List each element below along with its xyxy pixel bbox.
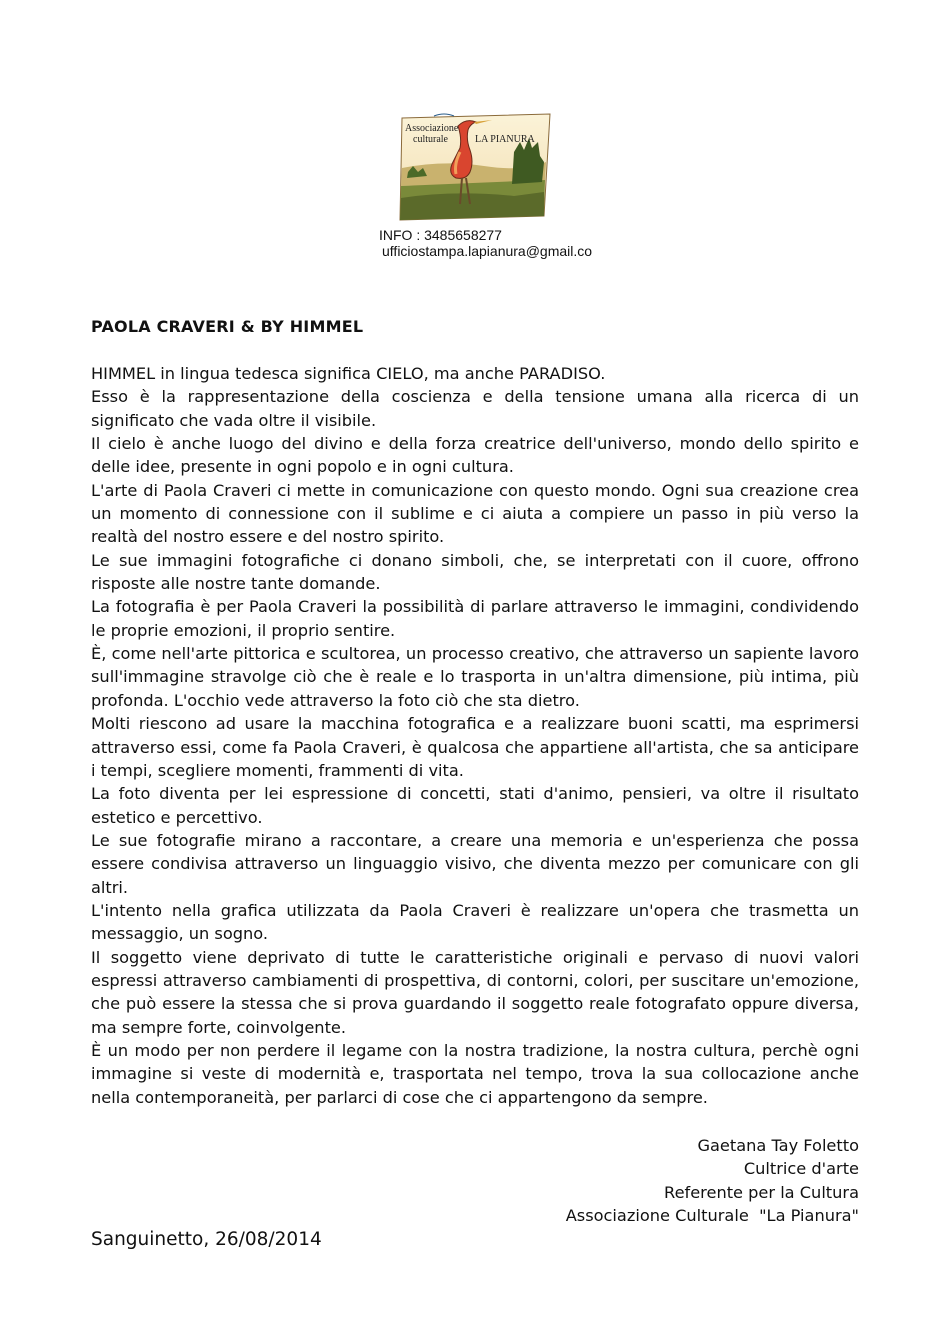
paragraph: Esso è la rappresentazione della coscienza e della tensione umana alla ricerca di un significato che vada oltre il visibile. xyxy=(91,387,859,430)
logo-text-la-pianura: LA PIANURA xyxy=(475,134,535,145)
signature-block xyxy=(566,1134,859,1228)
document-body xyxy=(91,362,859,1109)
logo-text-associazione: Associazione xyxy=(405,123,459,134)
signature-position: Referente per la Cultura xyxy=(664,1182,859,1202)
paragraph: L'intento nella grafica utilizzata da Paola Craveri è realizzare un'opera che trasmetta un messaggio, un sogno. xyxy=(91,900,859,944)
paragraph: Il soggetto viene deprivato di tutte le caratteristiche originali e pervaso di nuovi valori espressi attraverso cambiamenti di prospettiva, di contorni, colori, per suscitare un'emozione, che può essere la stessa che si prova guardando il soggetto reale fotografato oppure diversa, ma sempre forte, coinvolgente. xyxy=(91,947,859,1037)
paragraph: La foto diventa per lei espressione di concetti, stati d'animo, pensieri, va oltre il risultato estetico e percettivo. xyxy=(91,784,859,827)
association-logo xyxy=(374,112,580,222)
paragraph: Il cielo è anche luogo del divino e della forza creatrice dell'universo, mondo dello spirito e delle idee, presente in ogni popolo e in ogni cultura. xyxy=(91,434,859,477)
contact-phone: INFO : 3485658277 xyxy=(379,227,502,243)
signature-role: Cultrice d'arte xyxy=(743,1159,859,1179)
contact-email: ufficiostampa.lapianura@gmail.co xyxy=(382,243,593,259)
paragraph: È un modo per non perdere il legame con la nostra tradizione, la nostra cultura, perchè ogni immagine si veste di modernità e, trasportata nel tempo, trova la sua collocazione anche nella contemporaneità, per parlarci di cose che ci appartengono da sempre. xyxy=(91,1040,859,1107)
place-date: Sanguinetto, 26/08/2014 xyxy=(91,1229,322,1250)
paragraph: La fotografia è per Paola Craveri la possibilità di parlare attraverso le immagini, condividendo le proprie emozioni, il proprio sentire. xyxy=(91,597,859,640)
document-title: PAOLA CRAVERI & BY HIMMEL xyxy=(91,317,364,336)
paragraph: Le sue immagini fotografiche ci donano simboli, che, se interpretati con il cuore, offrono risposte alle nostre tante domande. xyxy=(91,550,859,594)
paragraph: HIMMEL in lingua tedesca significa CIELO, ma anche PARADISO. xyxy=(91,364,606,383)
signature-name: Gaetana Tay Foletto xyxy=(697,1136,859,1155)
paragraph: È, come nell'arte pittorica e scultorea, un processo creativo, che attraverso un sapiente lavoro sull'immagine stravolge ciò che è reale e lo trasporta in un'altra dimensione, più intima, più profonda. L'occhio vede attraverso la foto ciò che sta dietro. xyxy=(91,644,859,710)
paragraph: Molti riescono ad usare la macchina fotografica e a realizzare buoni scatti, ma esprimersi attraverso essi, come fa Paola Craveri, è qualcosa che appartiene all'artista, che sa anticipare i tempi, scegliere momenti, frammenti di vita. xyxy=(91,714,859,780)
signature-organization: Associazione Culturale "La Pianura" xyxy=(565,1206,859,1226)
paragraph: L'arte di Paola Craveri ci mette in comunicazione con questo mondo. Ogni sua creazione crea un momento di connessione con il sublime e ci aiuta a compiere un passo in più verso la realtà del nostro essere e del nostro spirito. xyxy=(91,480,859,547)
logo-text-culturale: culturale xyxy=(413,134,448,145)
paragraph: Le sue fotografie mirano a raccontare, a creare una memoria e un'esperienza che possa essere condivisa attraverso un linguaggio visivo, che diventa mezzo per comunicare con gli altri. xyxy=(91,830,859,897)
